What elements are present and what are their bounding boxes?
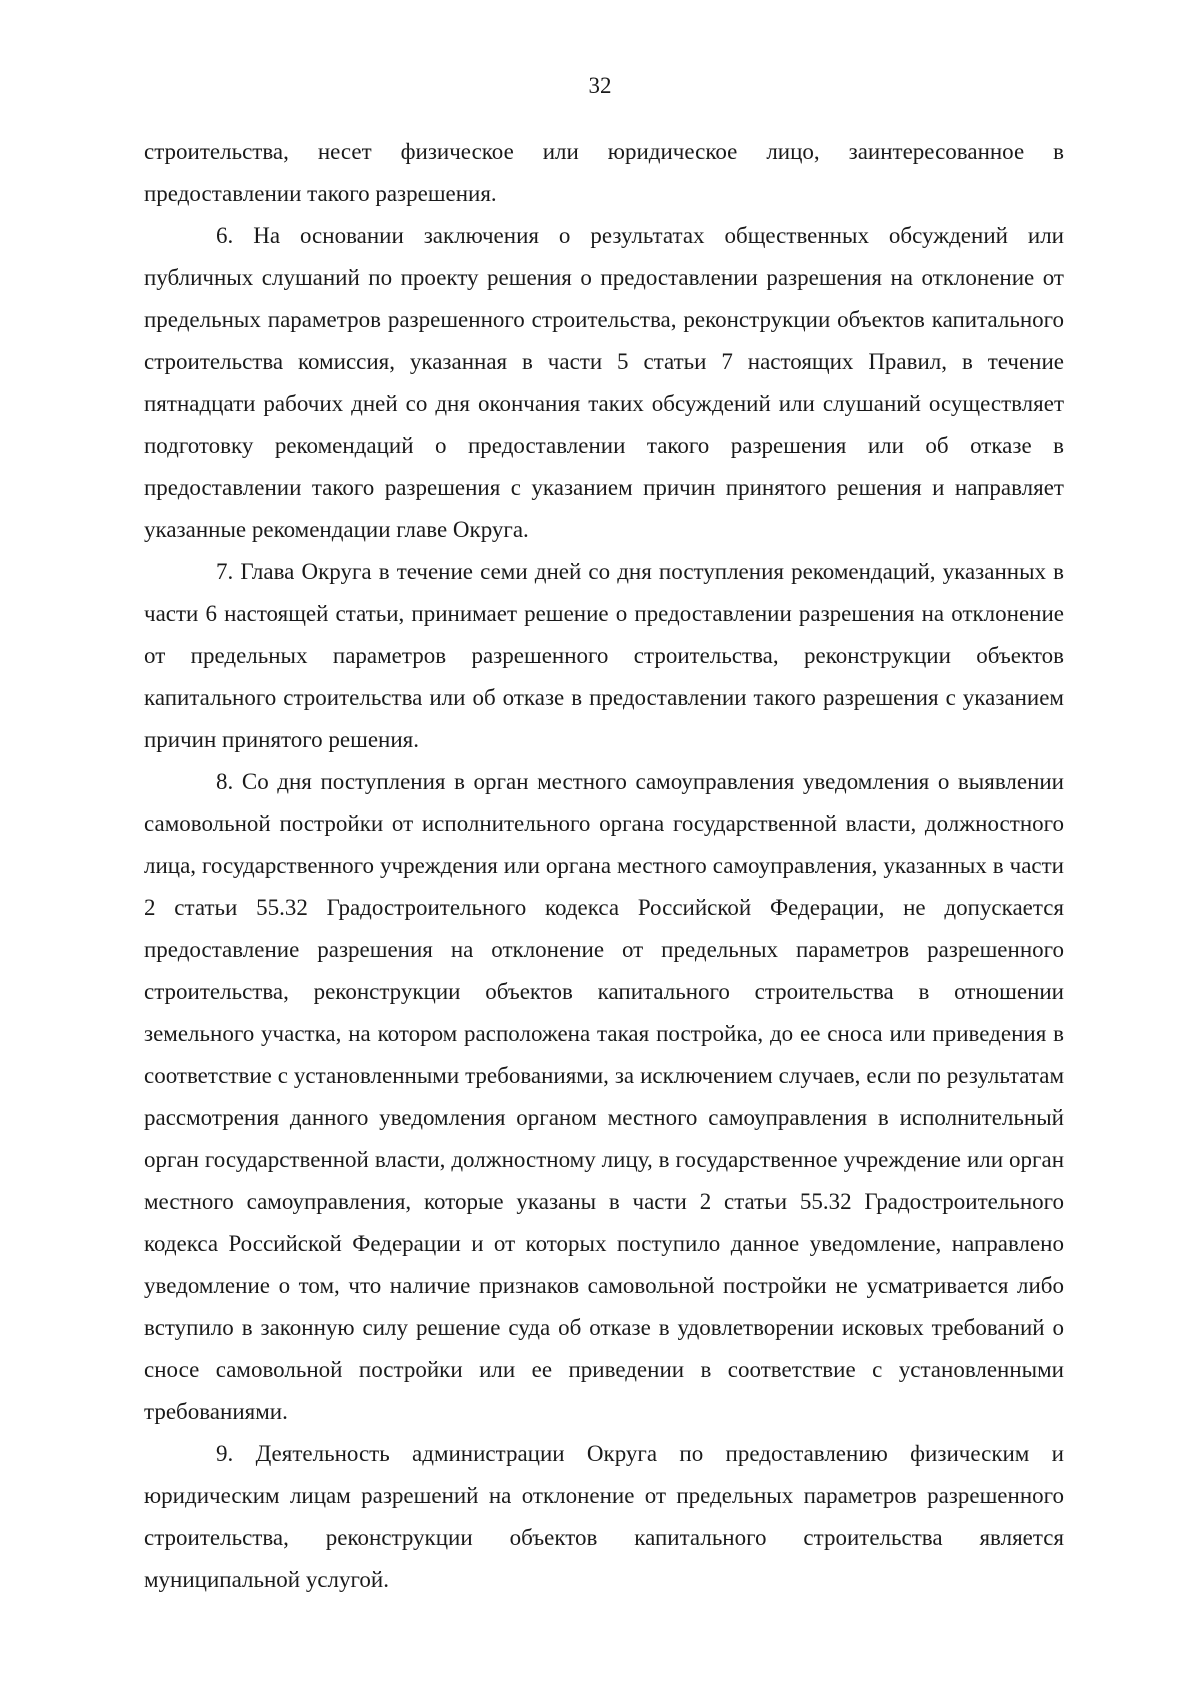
paragraph-item-6: 6. На основании заключения о результатах общественных обсуждений или публичных слушаний по проекту решения о предоставлении разрешения на отклонение от предельных параметров разрешенного строительства, реконструкции объектов капитального строительства комиссия, указанная в части 5 статьи 7 настоящих Правил, в течение пятнадцати рабочих дней со дня окончания таких обсуждений или слушаний осуществляет подготовку рекомендаций о предоставлении такого разрешения или об отказе в предоставлении такого разрешения с указанием причин принятого решения и направляет указанные рекомендации главе Округа. xyxy=(144,223,1064,542)
paragraph-item-9: 9. Деятельность администрации Округа по предоставлению физическим и юридическим лицам разрешений на отклонение от предельных параметров разрешенного строительства, реконструкции объектов капитального строительства является муниципальной услугой. xyxy=(144,1441,1064,1592)
document-body xyxy=(144,131,1064,1601)
paragraph-item-7: 7. Глава Округа в течение семи дней со дня поступления рекомендаций, указанных в части 6 настоящей статьи, принимает решение о предоставлении разрешения на отклонение от предельных параметров разрешенного строительства, реконструкции объектов капитального строительства или об отказе в предоставлении такого разрешения с указанием причин принятого решения. xyxy=(144,559,1064,752)
paragraph-continuation: строительства, несет физическое или юридическое лицо, заинтересованное в предоставлении такого разрешения. xyxy=(144,139,1064,206)
paragraph-item-8: 8. Со дня поступления в орган местного самоуправления уведомления о выявлении самовольной постройки от исполнительного органа государственной власти, должностного лица, государственного учреждения или органа местного самоуправления, указанных в части 2 статьи 55.32 Градостроительного кодекса Российской Федерации, не допускается предоставление разрешения на отклонение от предельных параметров разрешенного строительства, реконструкции объектов капитального строительства в отношении земельного участка, на котором расположена такая постройка, до ее сноса или приведения в соответствие с установленными требованиями, за исключением случаев, если по результатам рассмотрения данного уведомления органом местного самоуправления в исполнительный орган государственной власти, должностному лицу, в государственное учреждение или орган местного самоуправления, которые указаны в части 2 статьи 55.32 Градостроительного кодекса Российской Федерации и от которых поступило данное уведомление, направлено уведомление о том, что наличие признаков самовольной постройки не усматривается либо вступило в законную силу решение суда об отказе в удовлетворении исковых требований о сносе самовольной постройки или ее приведении в соответствие с установленными требованиями. xyxy=(144,769,1064,1424)
page-number: 32 xyxy=(588,73,612,98)
